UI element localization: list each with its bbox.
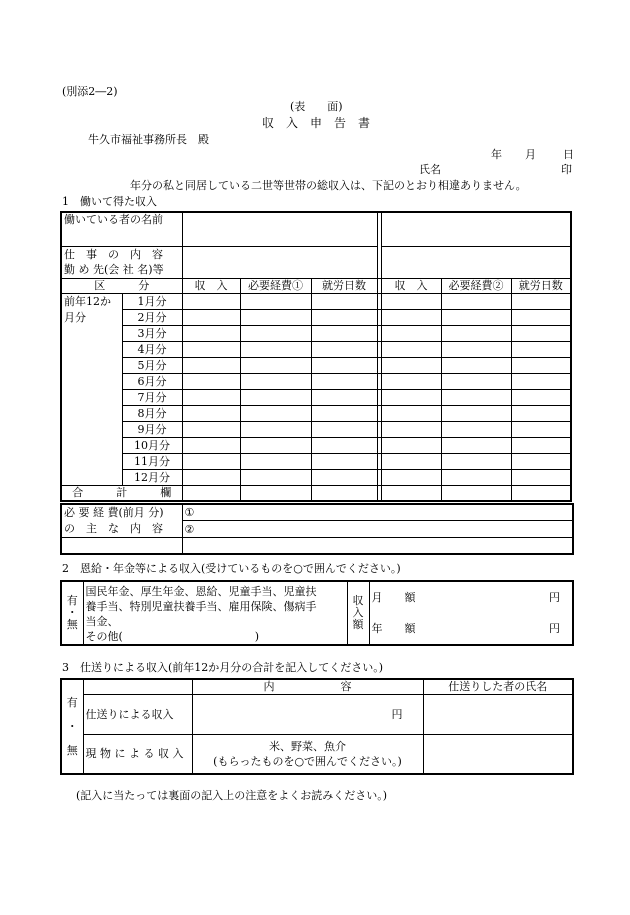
month-row-label: 6月分 (122, 373, 182, 389)
month-row-label: 10月分 (122, 437, 182, 453)
month-income-cell[interactable] (182, 453, 240, 469)
yearly-amount-field[interactable]: 年 額 円 (369, 613, 573, 645)
month-income-cell[interactable] (182, 325, 240, 341)
pension-table (60, 580, 574, 646)
month-days-cell[interactable] (311, 437, 377, 453)
month-income-cell[interactable] (381, 421, 441, 437)
month-days-cell[interactable] (511, 453, 571, 469)
expense-detail-label: 必 要 経 費(前月 分) の 主 な 内 容 (61, 504, 182, 538)
side-label: (表 面) (290, 100, 343, 113)
month-income-cell[interactable] (381, 341, 441, 357)
month-expense-cell[interactable] (441, 309, 511, 325)
total-income-cell[interactable] (182, 485, 240, 501)
month-expense-cell[interactable] (240, 421, 311, 437)
month-row-label: 9月分 (122, 421, 182, 437)
month-expense-cell[interactable] (441, 469, 511, 485)
remittance-amount-field[interactable]: 円 (192, 694, 423, 734)
total-label: 合 計 欄 (61, 485, 182, 501)
month-days-cell[interactable] (311, 453, 377, 469)
in-kind-sender-field[interactable] (423, 734, 573, 774)
expense-detail-3[interactable] (182, 538, 573, 554)
date-day: 日 (563, 148, 574, 161)
sender-name-field[interactable] (423, 694, 573, 734)
month-expense-cell[interactable] (441, 357, 511, 373)
date-year: 年 (491, 148, 502, 161)
job-content-label: 仕 事 の 内 容 勤 め 先(会 社 名)等 (61, 246, 182, 278)
pension-presence[interactable]: 有 ・ 無 (61, 581, 83, 645)
month-income-cell[interactable] (182, 341, 240, 357)
seal-label: 印 (561, 163, 572, 176)
month-income-cell[interactable] (381, 357, 441, 373)
month-expense-cell[interactable] (441, 453, 511, 469)
month-days-cell[interactable] (311, 357, 377, 373)
month-row-label: 4月分 (122, 341, 182, 357)
month-income-cell[interactable] (381, 405, 441, 421)
month-days-cell[interactable] (311, 469, 377, 485)
remittance-presence[interactable]: 有 ・ 無 (61, 679, 83, 774)
month-row-label: 8月分 (122, 405, 182, 421)
month-days-cell[interactable] (511, 357, 571, 373)
month-expense-cell[interactable] (441, 421, 511, 437)
month-expense-cell[interactable] (240, 405, 311, 421)
col-days-2: 就労日数 (511, 278, 571, 293)
expense-detail-1[interactable]: ① (182, 504, 573, 521)
job-content-field-2[interactable] (381, 246, 571, 278)
month-days-cell[interactable] (511, 341, 571, 357)
remittance-table (60, 678, 574, 775)
expense-detail-table (60, 503, 574, 555)
month-days-cell[interactable] (511, 437, 571, 453)
month-income-cell[interactable] (381, 325, 441, 341)
month-expense-cell[interactable] (441, 437, 511, 453)
month-income-cell[interactable] (182, 421, 240, 437)
month-income-cell[interactable] (381, 469, 441, 485)
month-income-cell[interactable] (381, 437, 441, 453)
work-income-table (60, 211, 572, 502)
month-income-cell[interactable] (182, 309, 240, 325)
month-days-cell[interactable] (311, 293, 377, 309)
month-expense-cell[interactable] (441, 373, 511, 389)
total-income-cell[interactable] (381, 485, 441, 501)
col-sender: 仕送りした者の氏名 (423, 679, 573, 694)
month-income-cell[interactable] (182, 389, 240, 405)
month-expense-cell[interactable] (441, 341, 511, 357)
month-expense-cell[interactable] (240, 293, 311, 309)
month-expense-cell[interactable] (441, 293, 511, 309)
month-income-cell[interactable] (182, 373, 240, 389)
period-label: 前年12か 月分 (61, 293, 122, 485)
month-days-cell[interactable] (311, 309, 377, 325)
addressee: 牛久市福祉事務所長 殿 (88, 133, 209, 146)
month-expense-cell[interactable] (240, 325, 311, 341)
monthly-amount-field[interactable]: 月 額 円 (369, 581, 573, 613)
month-days-cell[interactable] (511, 389, 571, 405)
month-expense-cell[interactable] (240, 373, 311, 389)
col-days: 就労日数 (311, 278, 377, 293)
page-title: 収 入 申 告 書 (262, 116, 371, 130)
name-label: 氏名 (419, 163, 441, 176)
total-days-cell[interactable] (311, 485, 377, 501)
col-expense2: 必要経費② (441, 278, 511, 293)
month-income-cell[interactable] (381, 453, 441, 469)
total-expense-cell[interactable] (441, 485, 511, 501)
month-row-label: 1月分 (122, 293, 182, 309)
month-row-label: 7月分 (122, 389, 182, 405)
date-month: 月 (525, 148, 536, 161)
month-row-label: 5月分 (122, 357, 182, 373)
month-expense-cell[interactable] (441, 389, 511, 405)
month-days-cell[interactable] (311, 389, 377, 405)
month-days-cell[interactable] (511, 309, 571, 325)
col-income-2: 収 入 (381, 278, 441, 293)
month-expense-cell[interactable] (240, 437, 311, 453)
month-expense-cell[interactable] (441, 325, 511, 341)
month-days-cell[interactable] (511, 373, 571, 389)
month-income-cell[interactable] (381, 389, 441, 405)
month-income-cell[interactable] (381, 293, 441, 309)
col-content: 内 容 (192, 679, 423, 694)
col-income: 収 入 (182, 278, 240, 293)
month-days-cell[interactable] (311, 421, 377, 437)
month-row-label: 11月分 (122, 453, 182, 469)
attachment-label: (別添2―2) (62, 85, 118, 98)
month-income-cell[interactable] (381, 373, 441, 389)
month-income-cell[interactable] (182, 357, 240, 373)
month-expense-cell[interactable] (441, 405, 511, 421)
month-row-label: 3月分 (122, 325, 182, 341)
month-expense-cell[interactable] (240, 309, 311, 325)
statement: 年分の私と同居している二世等世帯の総収入は、下記のとおり相違ありません。 (130, 179, 527, 192)
col-expense1: 必要経費① (240, 278, 311, 293)
month-days-cell[interactable] (311, 341, 377, 357)
total-days-cell[interactable] (511, 485, 571, 501)
month-expense-cell[interactable] (240, 469, 311, 485)
in-kind-row-label: 現 物 に よ る 収 入 (83, 734, 192, 774)
income-amount-label: 収 入 額 (347, 581, 369, 645)
footer-note: (記入に当たっては裏面の記入上の注意をよくお読みください。) (76, 789, 388, 802)
remittance-row-label: 仕送りによる収入 (83, 694, 192, 734)
col-category: 区 分 (61, 278, 182, 293)
total-expense-cell[interactable] (240, 485, 311, 501)
month-days-cell[interactable] (511, 405, 571, 421)
month-expense-cell[interactable] (240, 389, 311, 405)
in-kind-items[interactable]: 米、野菜、魚介 (もらったものを○で囲んでください。) (192, 734, 423, 774)
worker-name-field[interactable] (182, 212, 377, 246)
month-days-cell[interactable] (511, 293, 571, 309)
month-days-cell[interactable] (511, 421, 571, 437)
month-row-label: 2月分 (122, 309, 182, 325)
pension-types[interactable]: 国民年金、厚生年金、恩給、児童手当、児童扶 養手当、特別児童扶養手当、雇用保険、傷病手 当金、 その他( ) (83, 581, 347, 645)
month-expense-cell[interactable] (240, 453, 311, 469)
month-income-cell[interactable] (182, 405, 240, 421)
month-days-cell[interactable] (511, 325, 571, 341)
expense-detail-2[interactable]: ② (182, 521, 573, 538)
job-content-field[interactable] (182, 246, 377, 278)
month-days-cell[interactable] (311, 405, 377, 421)
worker-name-field-2[interactable] (381, 212, 571, 246)
month-days-cell[interactable] (511, 469, 571, 485)
month-income-cell[interactable] (182, 469, 240, 485)
section1-heading: 1 働いて得た収入 (62, 195, 157, 208)
month-expense-cell[interactable] (240, 357, 311, 373)
month-expense-cell[interactable] (240, 341, 311, 357)
month-income-cell[interactable] (381, 309, 441, 325)
month-row-label: 12月分 (122, 469, 182, 485)
section3-heading: 3 仕送りによる収入(前年12か月分の合計を記入してください。) (62, 661, 384, 674)
month-days-cell[interactable] (311, 325, 377, 341)
month-income-cell[interactable] (182, 293, 240, 309)
month-income-cell[interactable] (182, 437, 240, 453)
month-days-cell[interactable] (311, 373, 377, 389)
section2-heading: 2 恩給・年金等による収入(受けているものを○で囲んでください。) (62, 562, 401, 575)
worker-name-label: 働いている者の名前 (61, 212, 182, 246)
